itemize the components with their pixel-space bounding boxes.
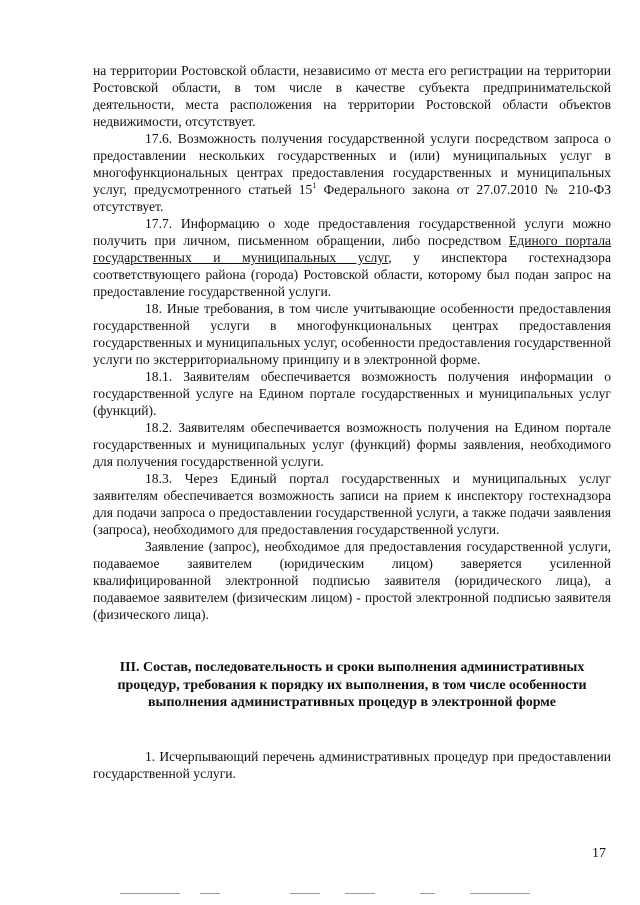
- scan-artifact-line: [290, 893, 320, 894]
- paragraph-18-2: 18.2. Заявителям обеспечивается возможность получения на Едином портале государственных и муниципальных услуг (функций) формы заявления, необходимого для получения государственной услуги.: [93, 420, 611, 469]
- scan-artifact-line: [470, 893, 530, 894]
- scan-artifact-line: [420, 893, 435, 894]
- article-superscript: 1: [312, 181, 317, 190]
- paragraph-18: 18. Иные требования, в том числе учитывающие особенности предоставления государственной услуги в многофункциональных центрах предоставления государственных и муниципальных услуг, особенности предоставления государственной услуги по экстерриториальному принципу и в электронной форме.: [93, 301, 611, 367]
- scan-artifact-line: [120, 893, 180, 894]
- paragraph-18-3: 18.3. Через Единый портал государственных и муниципальных услуг заявителям обеспечивается возможность записи на прием к инспектору гостехнадзора для подачи запроса о предоставлении государственной услуги, а также подачи заявления (запроса), необходимого для предоставления государственной услуги.: [93, 471, 611, 537]
- paragraph-17-6: [93, 130, 611, 215]
- paragraph-17-6-text-b: Федерального закона от 27.07.2010 № 210-ФЗ отсутствует.: [93, 182, 612, 214]
- scan-artifact-line: [200, 893, 220, 894]
- paragraph-17-7-text-b: , у инспектора гостехнадзора соответствующего района (города) Ростовской области, которому был подан запрос на предоставление государственной услуги.: [93, 250, 611, 299]
- portal-link[interactable]: Единого портала государственных и муниципальных услуг: [93, 233, 612, 265]
- paragraph-17-7-text-a: 17.7. Информацию о ходе предоставления государственной услуги можно получить при личном, письменном обращении, либо посредством: [93, 216, 611, 248]
- paragraph-application-signature: Заявление (запрос), необходимое для предоставления государственной услуги, подаваемое заявителем (юридическим лицом) заверяется усиленной квалифицированной электронной подписью заявителя (юридического лица), а подаваемое заявителем (физическим лицом) - простой электронной подписью заявителя (физического лица).: [93, 539, 611, 622]
- paragraph-17-7: [93, 215, 611, 300]
- section-heading: III. Состав, последовательность и сроки выполнения административных процедур, требования к порядку их выполнения, в том числе особенности выполнения административных процедур в электронной форме: [117, 660, 587, 710]
- paragraph-18-1: 18.1. Заявителям обеспечивается возможность получения информации о государственной услуге на Едином портале государственных и муниципальных услуг (функций).: [93, 369, 611, 418]
- paragraph-17-6-text-a: 17.6. Возможность получения государственной услуги посредством запроса о предоставлении нескольких государственных и (или) муниципальных услуг в многофункциональных центрах предоставления государственных и муниципальных услуг, предусмотренного статьей 15: [93, 131, 611, 197]
- paragraph-1-procedures: 1. Исчерпывающий перечень административных процедур при предоставлении государственной услуги.: [93, 748, 611, 781]
- document-body: [93, 62, 611, 782]
- scan-artifact-line: [345, 893, 375, 894]
- paragraph-territory: на территории Ростовской области, независимо от места его регистрации на территории Ростовской области, в том числе в качестве субъекта предпринимательской деятельности, места расположения на территории Ростовской области объектов недвижимости, отсутствует.: [93, 63, 611, 129]
- page-number: 17: [592, 846, 606, 861]
